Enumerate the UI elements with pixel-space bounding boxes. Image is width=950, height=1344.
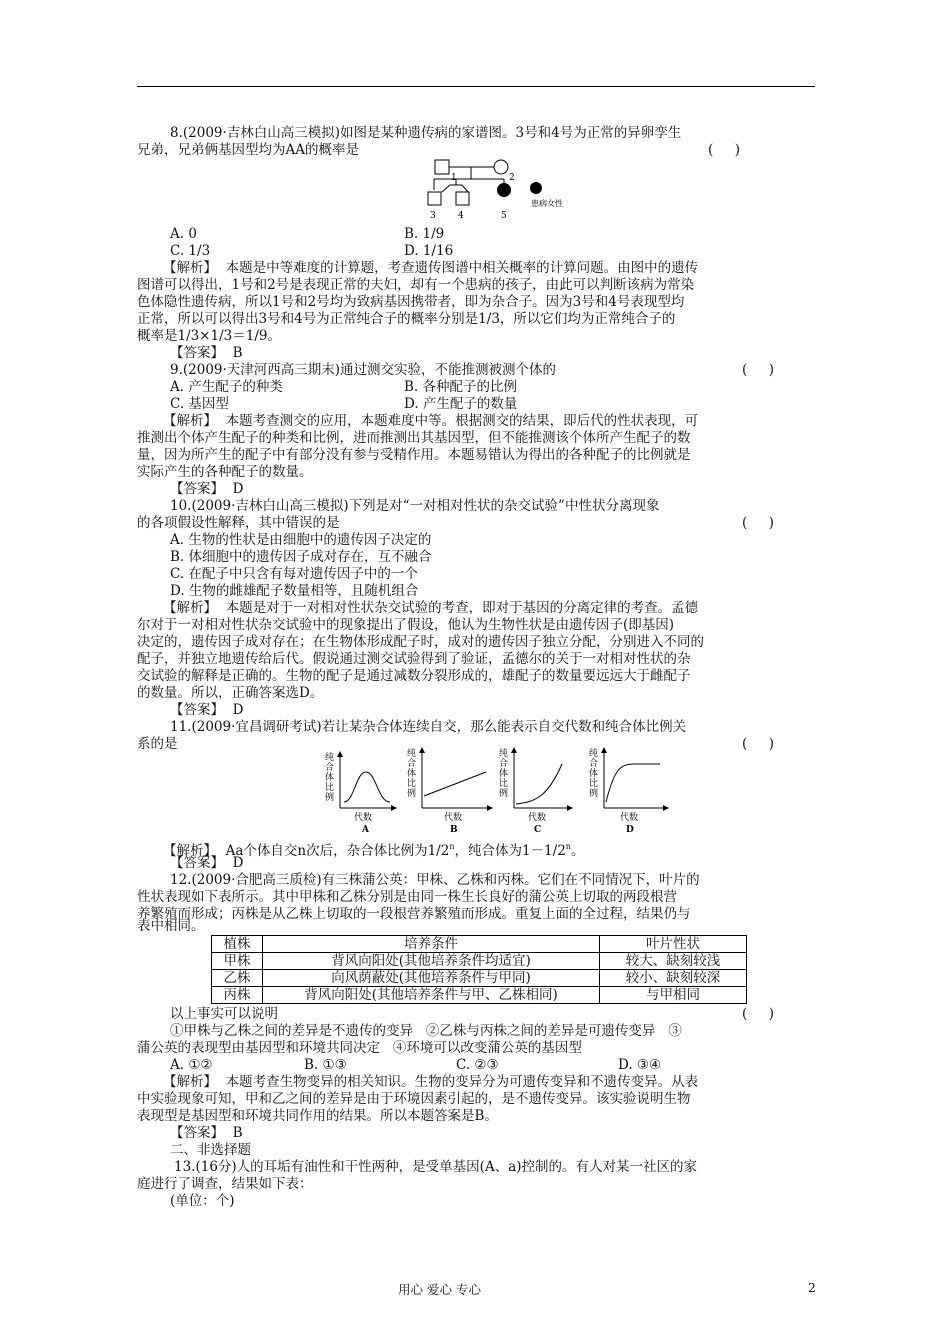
- q8-answer: 【答案】 B: [170, 345, 243, 361]
- q8-option-a: A. 0: [170, 226, 197, 242]
- chart-b: [405, 747, 490, 835]
- q12-option-a: A. ①②: [170, 1057, 213, 1073]
- q12-option-c: C. ②③: [456, 1057, 499, 1073]
- q8-option-c: C. 1/3: [170, 243, 211, 259]
- q9-option-b: B. 各种配子的比例: [404, 379, 518, 395]
- footer-motto: 用心 爱心 专心: [398, 1282, 481, 1297]
- q10-explanation-6: 的数量。所以，正确答案选D。: [137, 685, 324, 701]
- chart-d: [587, 747, 666, 835]
- q12-after-table: 以上事实可以说明: [170, 1006, 278, 1022]
- chart-d-letter: D: [626, 825, 634, 835]
- q13-unit: (单位：个): [170, 1193, 235, 1209]
- q11-exp-part-a: 【解析】 Aa个体自交n次后，杂合体比例为1/2: [163, 843, 450, 859]
- pedigree-affected-female-5: [497, 183, 511, 197]
- section-heading: 二、非选择题: [170, 1142, 251, 1158]
- q9-option-c: C. 基因型: [170, 396, 229, 412]
- q8-explanation-4: 正常，所以可以得出3号和4号为正常纯合子的概率分别是1/3，所以它们均为正常纯合子的: [137, 311, 676, 327]
- chart-b-ylabel: 纯合体比例: [405, 748, 415, 798]
- pedigree-legend-symbol: [530, 182, 542, 194]
- q10-answer: 【答案】 D: [170, 702, 244, 718]
- q12-explanation-1: 【解析】 本题考查生物变异的相关知识。生物的变异分为可遗传变异和不遗传变异。从表: [163, 1074, 699, 1090]
- q12-statements-2: 蒲公英的表现型由基因型和环境共同决定 ④环境可以改变蒲公英的基因型: [137, 1040, 582, 1056]
- chart-a: [323, 751, 394, 835]
- q12-stem-line3: 养繁殖而形成；丙株是从乙株上切取的一段根营养繁殖而形成。重复上面的全过程，结果仍与: [137, 906, 691, 922]
- table-cell: 较大、缺刻较浅: [600, 953, 747, 970]
- q10-explanation-1: 【解析】 本题是对于一对相对性状杂交试验的考查，即对于基因的分离定律的考查。孟德: [163, 600, 699, 616]
- table-row: [212, 987, 747, 1004]
- table-cell: 丙株: [212, 987, 263, 1004]
- table-row: [212, 953, 747, 970]
- table-row: [212, 970, 747, 987]
- q11-stem-line2: 系的是: [137, 736, 178, 752]
- q12-explanation-3: 表现型是基因型和环境共同作用的结果。所以本题答案是B。: [137, 1108, 498, 1124]
- q9-explanation-4: 实际产生的各种配子的数量。: [137, 464, 313, 480]
- q9-option-d: D. 产生配子的数量: [404, 396, 518, 412]
- q12-table: [211, 935, 747, 1004]
- q10-explanation-2: 尔对于一对相对性状杂交试验中的现象提出了假设，他认为生物性状是由遗传因子(即基因): [137, 617, 675, 633]
- q8-explanation-1: 【解析】 本题是中等难度的计算题，考查遗传图谱中相关概率的计算问题。由图中的遗传: [163, 260, 699, 276]
- q11-answer: 【答案】 D: [170, 855, 244, 871]
- pedigree-label-5: 5: [501, 211, 507, 221]
- q13-stem-line2: 庭进行了调查，结果如下表：: [137, 1176, 313, 1192]
- q8-option-b: B. 1/9: [404, 226, 445, 242]
- page-number: 2: [808, 1280, 816, 1295]
- chart-d-curve: [606, 764, 660, 802]
- chart-d-xlabel: 代数: [620, 813, 639, 823]
- chart-c-letter: C: [534, 825, 542, 835]
- pedigree-male-1: [435, 160, 449, 174]
- q9-answer-paren: ( ): [742, 362, 774, 378]
- pedigree-label-2: 2: [509, 173, 515, 183]
- pedigree-legend-text: 患病女性: [531, 199, 563, 208]
- q12-explanation-2: 中实验现象可知，甲和乙之间的差异是由于环境因素引起的，是不遗传变异。该实验说明生物: [137, 1091, 691, 1107]
- q11-answer-paren: ( ): [742, 736, 774, 752]
- q8-explanation-5: 概率是1/3×1/3＝1/9。: [137, 328, 281, 344]
- table-cell: 向风荫蔽处(其他培养条件与甲同): [263, 970, 600, 987]
- table-header-cell: 植株: [212, 936, 263, 953]
- q12-stem-line1: 12.(2009·合肥高三质检)有三株蒲公英：甲株、乙株和丙株。它们在不同情况下，叶片的: [170, 872, 700, 888]
- table-header-row: [212, 936, 747, 953]
- header-rule: [137, 86, 815, 87]
- q10-option-d: D. 生物的雌雄配子数量相等，且随机组合: [170, 583, 419, 599]
- table-cell: 甲株: [212, 953, 263, 970]
- table-header-cell: 培养条件: [263, 936, 600, 953]
- chart-c-curve: [516, 764, 562, 804]
- q11-exp-part-c: 。: [570, 843, 585, 859]
- q12-stem-line4: 表中相同。: [137, 918, 205, 934]
- chart-a-xlabel: 代数: [354, 813, 373, 823]
- q10-option-c: C. 在配子中只含有每对遗传因子中的一个: [170, 566, 418, 582]
- chart-c: [497, 747, 570, 835]
- q9-option-a: A. 产生配子的种类: [170, 379, 283, 395]
- q9-answer: 【答案】 D: [170, 481, 244, 497]
- q11-stem-line1: 11.(2009·宜昌调研考试)若让某杂合体连续自交，那么能表示自交代数和纯合体比例关: [170, 719, 687, 735]
- table-header-cell: 叶片性状: [600, 936, 747, 953]
- q10-option-a: A. 生物的性状是由细胞中的遗传因子决定的: [170, 532, 432, 548]
- q10-option-b: B. 体细胞中的遗传因子成对存在，互不融合: [170, 549, 432, 565]
- q10-explanation-5: 交试验的解释是正确的。生物的配子是通过减数分裂形成的，雄配子的数量要远远大于雌配子: [137, 668, 691, 684]
- q9-explanation-1: 【解析】 本题考查测交的应用，本题难度中等。根据测交的结果，即后代的性状表现，可: [163, 413, 699, 429]
- table-cell: 乙株: [212, 970, 263, 987]
- table-cell: 背风向阳处(其他培养条件与甲、乙株相同): [263, 987, 600, 1004]
- q9-stem: 9.(2009·天津河西高三期末)通过测交实验，不能推测被测个体的: [170, 362, 557, 378]
- q8-stem-line2: 兄弟，兄弟俩基因型均为AA的概率是: [137, 142, 359, 158]
- chart-b-letter: B: [450, 825, 458, 835]
- chart-a-curve: [344, 772, 390, 802]
- q10-explanation-3: 决定的，遗传因子成对存在；在生物体形成配子时，成对的遗传因子独立分配，分别进入不同的: [137, 634, 704, 650]
- chart-a-letter: A: [362, 825, 369, 835]
- q12-option-b: B. ①③: [304, 1057, 347, 1073]
- chart-b-curve: [424, 772, 486, 796]
- chart-b-xlabel: 代数: [444, 813, 463, 823]
- table-cell: 与甲相同: [600, 987, 747, 1004]
- q8-explanation-3: 色体隐性遗传病，所以1号和2号均为致病基因携带者，即为杂合子。因为3号和4号表现型均: [137, 294, 685, 310]
- q8-answer-paren: ( ): [708, 142, 740, 158]
- q11-exp-sup2: n: [565, 842, 571, 851]
- pedigree-male-3: [428, 192, 441, 205]
- q12-option-d: D. ③④: [618, 1057, 662, 1073]
- q9-explanation-3: 量，因为所产生的配子中有部分没有参与受精作用。本题易错认为得出的各种配子的比例就是: [137, 447, 691, 463]
- q11-curve-figures: [322, 744, 672, 836]
- q12-answer: 【答案】 B: [170, 1125, 243, 1141]
- q10-stem-line2: 的各项假设性解释，其中错误的是: [137, 515, 340, 531]
- q12-stem-line2: 性状表现如下表所示。其中甲株和乙株分别是由同一株生长良好的蒲公英上切取的两段根营: [137, 889, 677, 905]
- q9-explanation-2: 推测出个体产生配子的种类和比例，进而推测出其基因型，但不能推测该个体所产生配子的数: [137, 430, 691, 446]
- chart-d-ylabel: 纯合体比例: [587, 748, 597, 798]
- q8-stem-line1: 8.(2009·吉林白山高三模拟)如图是某种遗传病的家谱图。3号和4号为正常的异卵孪生: [170, 125, 682, 141]
- table-cell: 较小、缺刻较深: [600, 970, 747, 987]
- pedigree-label-4: 4: [458, 211, 464, 221]
- pedigree-male-4: [456, 192, 469, 205]
- pedigree-diagram: [420, 156, 580, 224]
- pedigree-label-1: 1: [451, 173, 457, 183]
- q10-answer-paren: ( ): [742, 515, 774, 531]
- q11-exp-part-b: ，纯合体为1－1/2: [454, 843, 566, 859]
- q12-statements-1: ①甲株与乙株之间的差异是不遗传的变异 ②乙株与丙株之间的差异是可遗传变异 ③: [170, 1023, 682, 1039]
- q10-explanation-4: 配子，并独立地遗传给后代。假说通过测交试验得到了验证，孟德尔的关于一对相对性状的杂: [137, 651, 691, 667]
- table-cell: 背风向阳处(其他培养条件均适宜): [263, 953, 600, 970]
- q12-answer-paren: ( ): [742, 1006, 774, 1022]
- chart-a-ylabel: 纯合体比例: [323, 752, 333, 802]
- q11-exp-sup1: n: [449, 842, 455, 851]
- pedigree-label-3: 3: [430, 211, 436, 221]
- q8-explanation-2: 图谱可以得出，1号和2号是表现正常的夫妇，却有一个患病的孩子，由此可以判断该病为常染: [137, 277, 695, 293]
- chart-c-xlabel: 代数: [528, 813, 547, 823]
- chart-c-ylabel: 纯合体比例: [497, 748, 507, 798]
- q8-option-d: D. 1/16: [404, 243, 454, 259]
- q10-stem-line1: 10.(2009·吉林白山高三模拟)下列是对“一对相对性状的杂交试验”中性状分离现象: [170, 498, 660, 514]
- q13-stem-line1: 13.(16分)人的耳垢有油性和干性两种，是受单基因(A、a)控制的。有人对某一社区的家: [174, 1159, 698, 1175]
- pedigree-female-2: [494, 160, 508, 174]
